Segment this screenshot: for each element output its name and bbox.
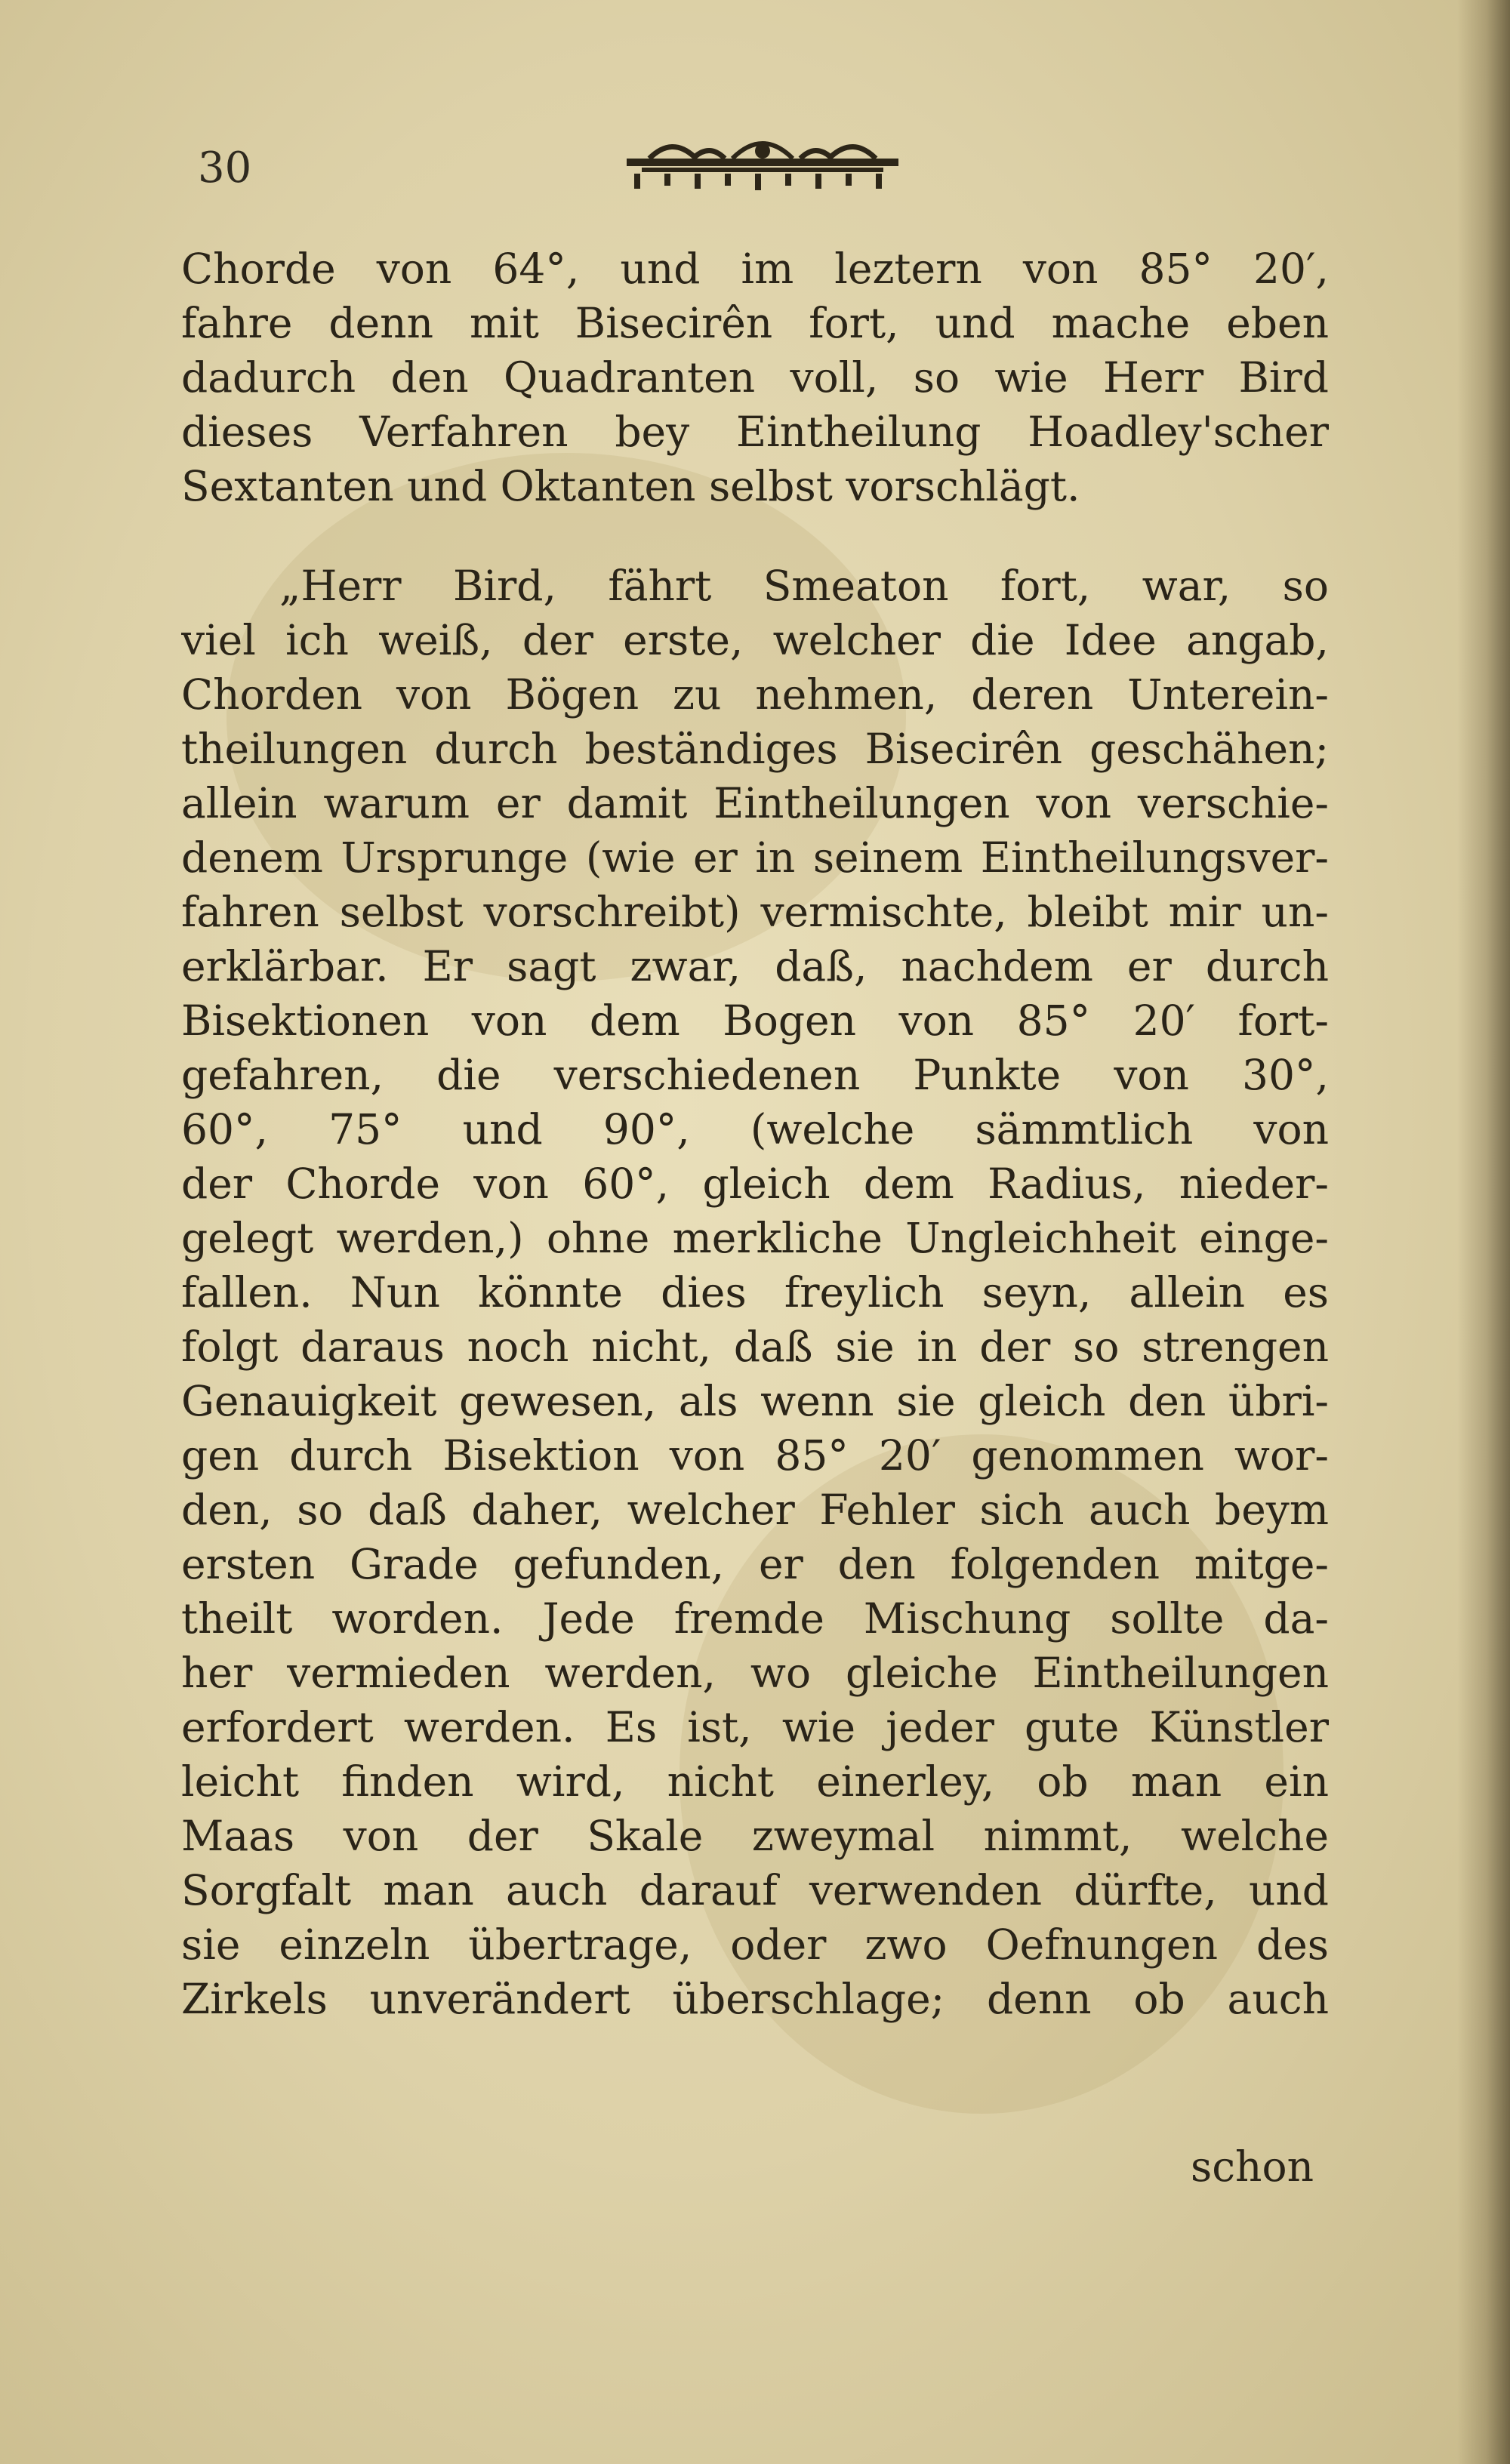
text-line: allein warum er damit Eintheilungen von verschie- bbox=[181, 779, 1329, 827]
text-line: gefahren, die verschiedenen Punkte von 30°, bbox=[181, 1051, 1329, 1099]
text-line: dieses Verfahren bey Eintheilung Hoadley'scher bbox=[181, 408, 1329, 456]
decorative-ornament-icon bbox=[619, 128, 906, 196]
text-line: sie einzeln übertrage, oder zwo Oefnungen des bbox=[181, 1920, 1329, 1969]
text-line: dadurch den Quadranten voll, so wie Herr Bird bbox=[181, 353, 1329, 402]
text-line: 60°, 75° und 90°, (welche sämmtlich von bbox=[181, 1105, 1329, 1153]
text-line: fahren selbst vorschreibt) vermischte, bleibt mir un- bbox=[181, 888, 1329, 936]
text-line: der Chorde von 60°, gleich dem Radius, nieder- bbox=[181, 1160, 1329, 1208]
text-block bbox=[181, 242, 1329, 2026]
text-line: theilungen durch beständiges Bisecirên geschähen; bbox=[181, 725, 1329, 773]
text-line: ersten Grade gefunden, er den folgenden mitge- bbox=[181, 1540, 1329, 1588]
text-line: „Herr Bird, fährt Smeaton fort, war, so bbox=[279, 562, 1329, 610]
text-line: leicht finden wird, nicht einerley, ob man ein bbox=[181, 1757, 1329, 1806]
paragraph-1 bbox=[181, 242, 1329, 513]
text-line: Sorgfalt man auch darauf verwenden dürfte, und bbox=[181, 1866, 1329, 1914]
text-line: fallen. Nun könnte dies freylich seyn, allein es bbox=[181, 1268, 1329, 1317]
text-line: fahre denn mit Bisecirên fort, und mache eben bbox=[181, 299, 1329, 347]
text-line: Maas von der Skale zweymal nimmt, welche bbox=[181, 1812, 1329, 1860]
text-line: erfordert werden. Es ist, wie jeder gute Künstler bbox=[181, 1703, 1329, 1751]
text-line: gen durch Bisektion von 85° 20′ genommen wor- bbox=[181, 1431, 1329, 1480]
text-line: denem Ursprunge (wie er in seinem Eintheilungsver- bbox=[181, 833, 1329, 882]
text-line: folgt daraus noch nicht, daß sie in der so strengen bbox=[181, 1323, 1329, 1371]
text-line: Zirkels unverändert überschlage; denn ob auch bbox=[181, 1975, 1329, 2023]
text-line: Genauigkeit gewesen, als wenn sie gleich den übri- bbox=[181, 1377, 1329, 1425]
text-line: viel ich weiß, der erste, welcher die Idee angab, bbox=[181, 616, 1329, 664]
catchword: schon bbox=[1191, 2142, 1314, 2191]
text-line: Bisektionen von dem Bogen von 85° 20′ fort- bbox=[181, 996, 1329, 1045]
page-number: 30 bbox=[198, 143, 252, 192]
text-line: Sextanten und Oktanten selbst vorschlägt. bbox=[181, 462, 1080, 510]
text-line: Chorde von 64°, und im leztern von 85° 20′, bbox=[181, 245, 1329, 293]
text-line: theilt worden. Jede fremde Mischung sollte da- bbox=[181, 1594, 1329, 1643]
text-line: erklärbar. Er sagt zwar, daß, nachdem er durch bbox=[181, 942, 1329, 990]
text-line: Chorden von Bögen zu nehmen, deren Unterein- bbox=[181, 670, 1329, 719]
binding-gutter bbox=[1457, 0, 1510, 2464]
text-line: her vermieden werden, wo gleiche Eintheilungen bbox=[181, 1649, 1329, 1697]
paragraph-2 bbox=[181, 559, 1329, 2026]
text-line: gelegt werden,) ohne merkliche Ungleichheit einge- bbox=[181, 1214, 1329, 1262]
text-line: den, so daß daher, welcher Fehler sich auch beym bbox=[181, 1486, 1329, 1534]
